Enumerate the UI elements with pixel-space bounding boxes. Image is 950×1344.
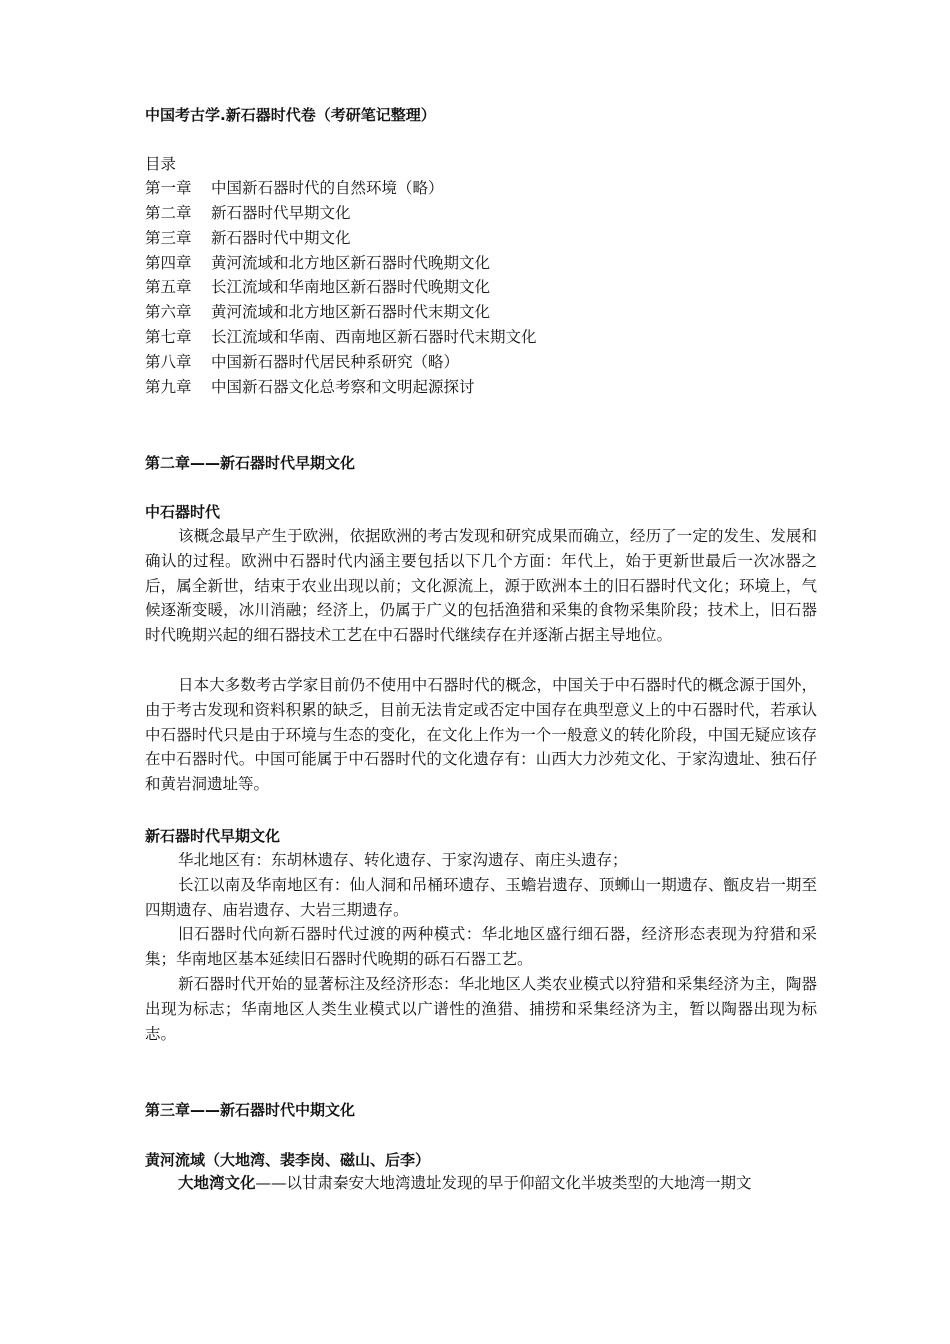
culture-term: 大地湾文化 <box>178 1174 256 1192</box>
body-paragraph: 华北地区有：东胡林遗存、转化遗存、于家沟遗存、南庄头遗存； <box>178 851 628 869</box>
body-paragraph: 大地湾文化——以甘肃秦安大地湾遗址发现的早于仰韶文化半坡类型的大地湾一期文 <box>178 1174 752 1192</box>
toc-item[interactable]: 第九章 中国新石器文化总考察和文明起源探讨 <box>145 378 475 396</box>
toc-heading: 目录 <box>145 155 177 173</box>
chapter-heading: 第三章——新石器时代中期文化 <box>145 1101 356 1119</box>
chapter-heading: 第二章——新石器时代早期文化 <box>145 454 356 472</box>
section-heading: 中石器时代 <box>145 503 221 521</box>
section-heading: 新石器时代早期文化 <box>145 827 281 845</box>
body-paragraph: 该概念最早产生于欧洲，依据欧洲的考古发现和研究成果而确立，经历了一定的发生、发展和确认的过程。欧洲中石器时代内涵主要包括以下几个方面：年代上，始于更新世最后一次冰器之后，属全新世，结束于农业出现以前；文化源流上，源于欧洲本土的旧石器时代文化；环境上，气候逐渐变暖，冰川消融；经济上，仍属于广义的包括渔猎和采集的食物采集阶段；技术上，旧石器时代晚期兴起的细石器技术工艺在中石器时代继续存在并逐渐占据主导地位。 <box>145 527 817 645</box>
toc-item[interactable]: 第一章 中国新石器时代的自然环境（略） <box>145 179 444 197</box>
toc-item[interactable]: 第四章 黄河流域和北方地区新石器时代晚期文化 <box>145 254 491 272</box>
toc-item[interactable]: 第六章 黄河流域和北方地区新石器时代末期文化 <box>145 303 491 321</box>
document-title: 中国考古学.新石器时代卷（考研笔记整理） <box>145 106 436 124</box>
body-paragraph: 旧石器时代向新石器时代过渡的两种模式：华北地区盛行细石器，经济形态表现为狩猎和采集；华南地区基本延续旧石器时代晚期的砾石石器工艺。 <box>145 925 817 968</box>
toc-item[interactable]: 第三章 新石器时代中期文化 <box>145 229 351 247</box>
body-paragraph: 日本大多数考古学家目前仍不使用中石器时代的概念，中国关于中石器时代的概念源于国外，由于考古发现和资料积累的缺乏，目前无法肯定或否定中国存在典型意义上的中石器时代，若承认中石器时代只是由于环境与生态的变化，在文化上作为一个一般意义的转化阶段，中国无疑应该存在中石器时代。中国可能属于中石器时代的文化遗存有：山西大力沙苑文化、于家沟遗址、独石仔和黄岩洞遗址等。 <box>145 676 817 794</box>
toc-item[interactable]: 第八章 中国新石器时代居民种系研究（略） <box>145 353 460 371</box>
body-paragraph: 长江以南及华南地区有：仙人洞和吊桶环遗存、玉蟾岩遗存、顶蛳山一期遗存、甑皮岩一期至四期遗存、庙岩遗存、大岩三期遗存。 <box>145 876 817 919</box>
body-paragraph: 新石器时代开始的显著标注及经济形态：华北地区人类农业模式以狩猎和采集经济为主，陶器出现为标志；华南地区人类生业模式以广谱性的渔猎、捕捞和采集经济为主，暂以陶器出现为标志。 <box>145 975 817 1043</box>
section-heading: 黄河流域（大地湾、裴李岗、磁山、后李） <box>145 1151 431 1169</box>
toc-item[interactable]: 第五章 长江流域和华南地区新石器时代晚期文化 <box>145 278 491 296</box>
toc-item[interactable]: 第二章 新石器时代早期文化 <box>145 204 351 222</box>
toc-item[interactable]: 第七章 长江流域和华南、西南地区新石器时代末期文化 <box>145 328 537 346</box>
